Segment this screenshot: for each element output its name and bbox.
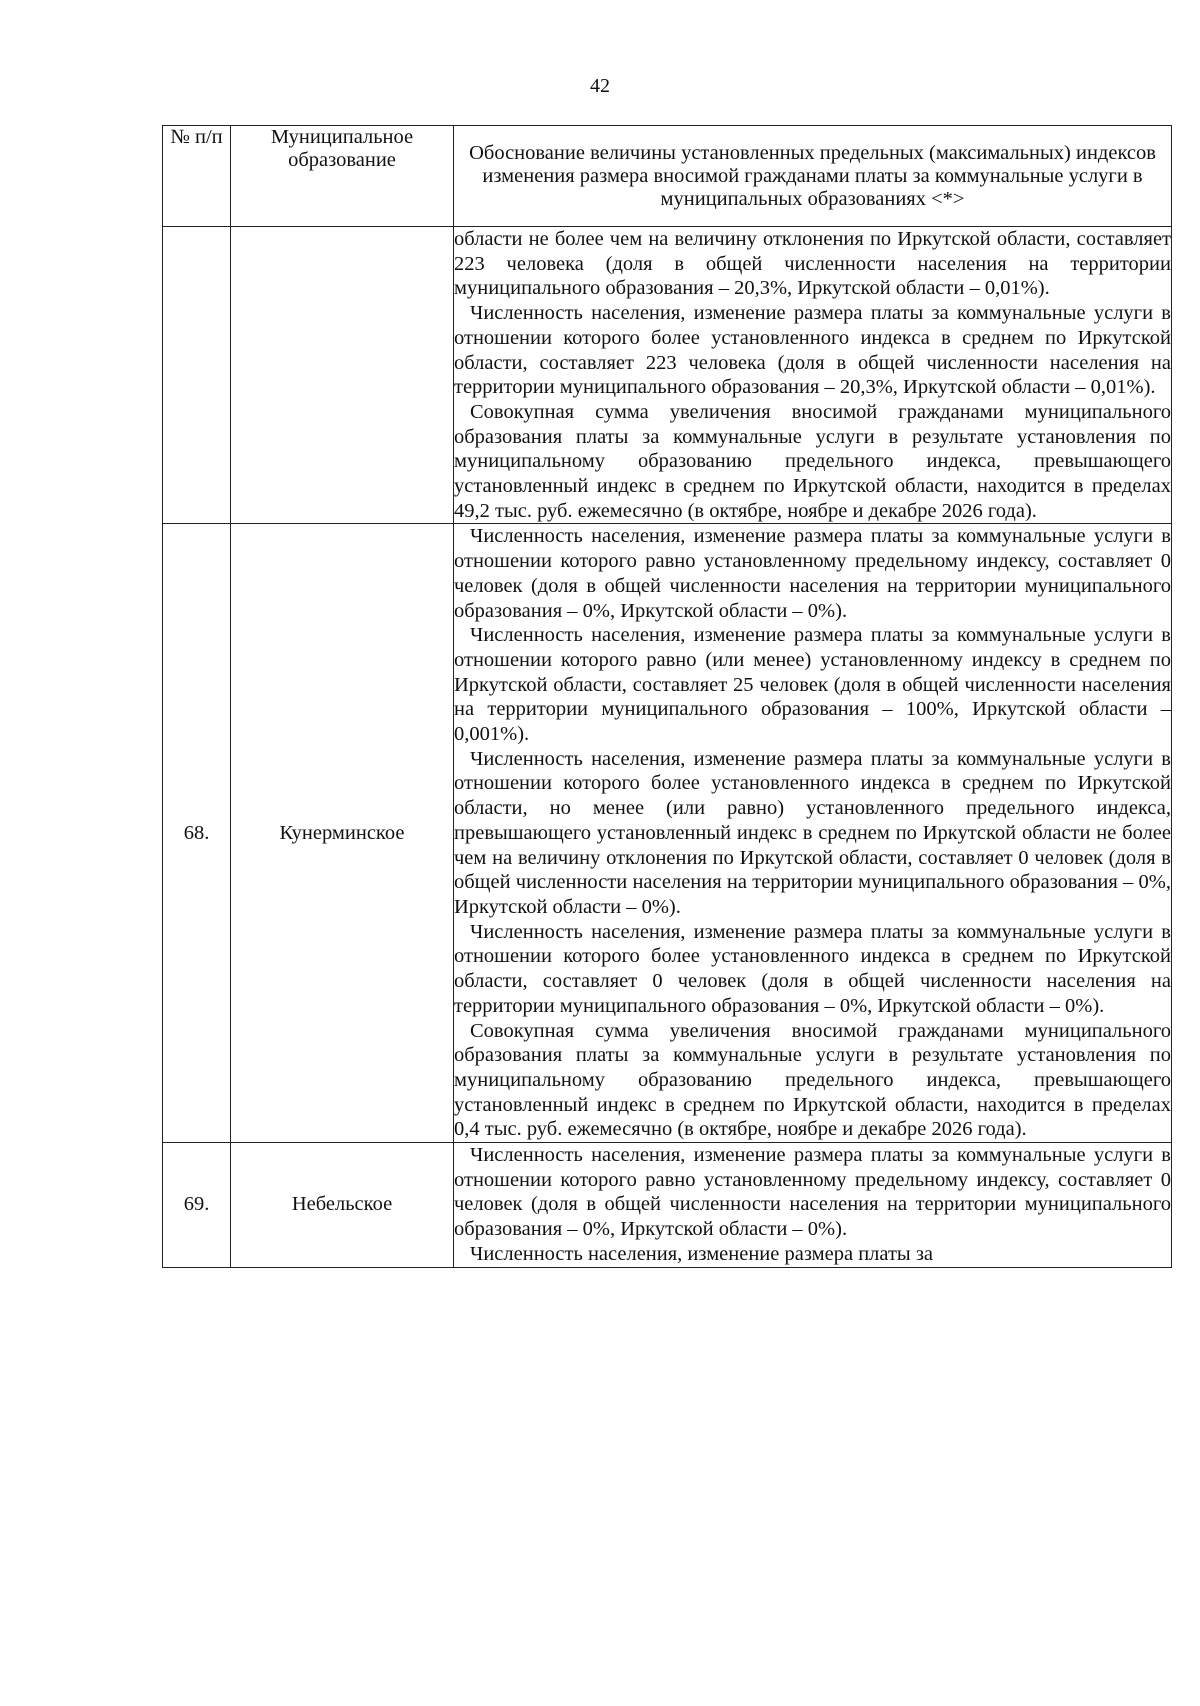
paragraph: Численность населения, изменение размера платы за <box>470 1242 934 1265</box>
header-justification: Обоснование величины установленных предельных (максимальных) индексов изменения размера вносимой гражданами платы за коммунальные услуги в муниципальных образованиях <*> <box>454 126 1172 227</box>
paragraph: Численность населения, изменение размера платы за коммунальные услуги в отношении которого более установленного индекса в среднем по Иркутской области, составляет 223 человека (доля в общей численности населения на территории муниципального образования – 20,3%, Иркутской области – 0,01%). <box>454 302 1171 399</box>
paragraph: Совокупная сумма увеличения вносимой гражданами муниципального образования платы за коммунальные услуги в результате установления по муниципальному образованию предельного индекса, превышающего установленный индекс в среднем по Иркутской области, находится в пределах 49,2 тыс. руб. ежемесячно (в октябре, ноябре и декабре 2026 года). <box>454 400 1171 522</box>
row-municipality: Небельское <box>231 1143 454 1268</box>
table-row <box>163 524 1172 1143</box>
row-justification <box>454 227 1172 524</box>
row-justification <box>454 1143 1172 1268</box>
row-number: 68. <box>163 524 231 1143</box>
row-number <box>163 227 231 524</box>
paragraph: Численность населения, изменение размера платы за коммунальные услуги в отношении которого более установленного индекса в среднем по Иркутской области, составляет 0 человек (доля в общей численности населения на территории муниципального образования – 0%, Иркутской области – 0%). <box>454 920 1171 1017</box>
page-number: 42 <box>590 75 610 97</box>
paragraph: Численность населения, изменение размера платы за коммунальные услуги в отношении которого равно (или менее) установленному индексу в среднем по Иркутской области, составляет 25 человек (доля в общей численности населения на территории муниципального образования – 100%, Иркутской области – 0,001%). <box>454 624 1171 746</box>
paragraph: Численность населения, изменение размера платы за коммунальные услуги в отношении которого более установленного индекса в среднем по Иркутской области, но менее (или равно) установленного предельного индекса, превышающего установленный индекс в среднем по Иркутской области не более чем на величину отклонения по Иркутской области, составляет 0 человек (доля в общей численности населения на территории муниципального образования – 0%, Иркутской области – 0%). <box>454 747 1171 918</box>
justification-table <box>162 125 1172 1268</box>
row-number: 69. <box>163 1143 231 1268</box>
row-municipality: Кунерминское <box>231 524 454 1143</box>
table-row <box>163 1143 1172 1268</box>
paragraph: Совокупная сумма увеличения вносимой гражданами муниципального образования платы за коммунальные услуги в результате установления по муниципальному образованию предельного индекса, превышающего установленный индекс в среднем по Иркутской области, находится в пределах 0,4 тыс. руб. ежемесячно (в октябре, ноябре и декабре 2026 года). <box>454 1019 1171 1141</box>
row-municipality <box>231 227 454 524</box>
header-number: № п/п <box>163 126 231 227</box>
row-justification <box>454 524 1172 1143</box>
paragraph: Численность населения, изменение размера платы за коммунальные услуги в отношении которого равно установленному предельному индексу, составляет 0 человек (доля в общей численности населения на территории муниципального образования – 0%, Иркутской области – 0%). <box>454 525 1171 622</box>
paragraph: области не более чем на величину отклонения по Иркутской области, составляет 223 человека (доля в общей численности населения на территории муниципального образования – 20,3%, Иркутской области – 0,01%). <box>454 228 1171 300</box>
table-row <box>163 227 1172 524</box>
paragraph: Численность населения, изменение размера платы за коммунальные услуги в отношении которого равно установленному предельному индексу, составляет 0 человек (доля в общей численности населения на территории муниципального образования – 0%, Иркутской области – 0%). <box>454 1144 1171 1241</box>
table-header-row <box>163 126 1172 227</box>
header-municipality: Муниципальное образование <box>231 126 454 227</box>
